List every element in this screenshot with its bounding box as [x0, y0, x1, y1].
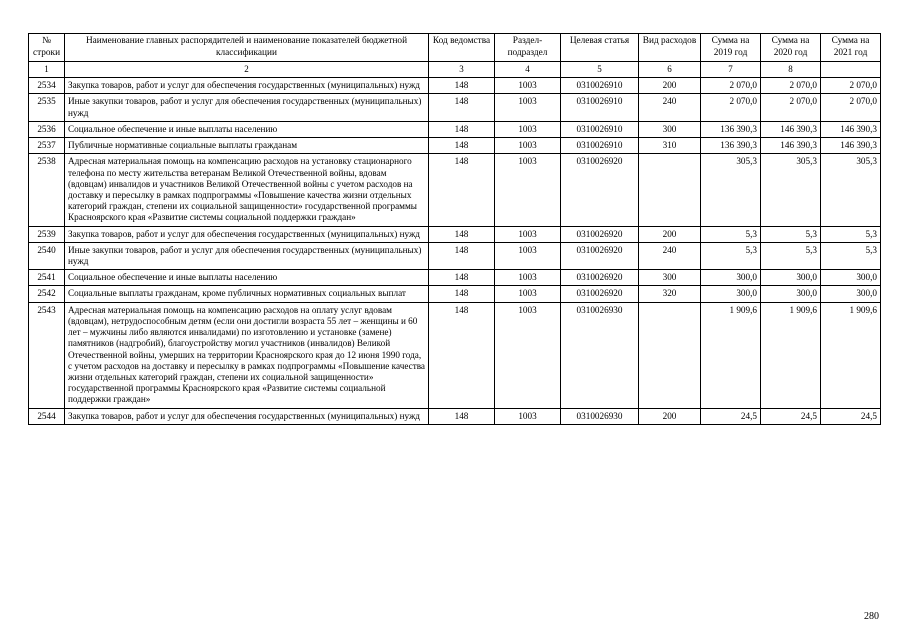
cell-sum-2019: 5,3: [701, 242, 761, 269]
cell-sum-2019: 2 070,0: [701, 78, 761, 94]
cell-vid: [639, 302, 701, 408]
cell-sum-2020: 5,3: [761, 242, 821, 269]
cell-vedomstvo: 148: [429, 408, 495, 424]
table-row: [29, 242, 881, 269]
cell-sum-2021: 146 390,3: [821, 121, 881, 137]
cell-sum-2019: 136 390,3: [701, 121, 761, 137]
table-row: [29, 121, 881, 137]
cell-name: Публичные нормативные социальные выплаты гражданам: [65, 138, 429, 154]
cell-sum-2020: 146 390,3: [761, 121, 821, 137]
cell-sum-2019: 5,3: [701, 226, 761, 242]
cell-vedomstvo: 148: [429, 94, 495, 121]
table-row: [29, 94, 881, 121]
cell-vedomstvo: 148: [429, 302, 495, 408]
page-number: 280: [864, 611, 879, 622]
header-vid-rashodov: Вид расходов: [639, 34, 701, 62]
header-celevaya-statya: Целевая статья: [561, 34, 639, 62]
cell-sum-2019: 305,3: [701, 154, 761, 226]
header-name: Наименование главных распорядителей и наименование показателей бюджетной классификации: [65, 34, 429, 62]
cell-vedomstvo: 148: [429, 286, 495, 302]
cell-name: Закупка товаров, работ и услуг для обеспечения государственных (муниципальных) нужд: [65, 408, 429, 424]
cell-vid: 240: [639, 242, 701, 269]
cell-vedomstvo: 148: [429, 78, 495, 94]
table-column-numbers-row: [29, 62, 881, 78]
cell-vid: 320: [639, 286, 701, 302]
header-vedomstvo-code: Код ведомства: [429, 34, 495, 62]
cell-row-number: 2534: [29, 78, 65, 94]
cell-statya: 0310026920: [561, 226, 639, 242]
cell-vedomstvo: 148: [429, 270, 495, 286]
cell-row-number: 2535: [29, 94, 65, 121]
cell-razdel: 1003: [495, 78, 561, 94]
cell-vid: 200: [639, 408, 701, 424]
cell-name: Социальное обеспечение и иные выплаты населению: [65, 270, 429, 286]
cell-statya: 0310026920: [561, 286, 639, 302]
cell-vid: 200: [639, 78, 701, 94]
cell-statya: 0310026920: [561, 154, 639, 226]
colnum-9: [821, 62, 881, 78]
cell-sum-2019: 2 070,0: [701, 94, 761, 121]
cell-vid: 300: [639, 121, 701, 137]
cell-statya: 0310026910: [561, 78, 639, 94]
table-row: [29, 154, 881, 226]
cell-row-number: 2540: [29, 242, 65, 269]
cell-razdel: 1003: [495, 408, 561, 424]
cell-sum-2021: 300,0: [821, 286, 881, 302]
cell-sum-2020: 146 390,3: [761, 138, 821, 154]
cell-sum-2021: 1 909,6: [821, 302, 881, 408]
cell-sum-2019: 136 390,3: [701, 138, 761, 154]
cell-razdel: 1003: [495, 154, 561, 226]
cell-name: Закупка товаров, работ и услуг для обеспечения государственных (муниципальных) нужд: [65, 226, 429, 242]
table-row: [29, 286, 881, 302]
cell-razdel: 1003: [495, 121, 561, 137]
cell-vid: 200: [639, 226, 701, 242]
cell-sum-2020: 300,0: [761, 270, 821, 286]
cell-sum-2021: 5,3: [821, 242, 881, 269]
cell-row-number: 2544: [29, 408, 65, 424]
colnum-5: 5: [561, 62, 639, 78]
cell-row-number: 2537: [29, 138, 65, 154]
cell-row-number: 2542: [29, 286, 65, 302]
cell-vid: 240: [639, 94, 701, 121]
cell-vedomstvo: 148: [429, 154, 495, 226]
cell-razdel: 1003: [495, 242, 561, 269]
cell-sum-2021: 146 390,3: [821, 138, 881, 154]
table-row: [29, 78, 881, 94]
cell-vid: 300: [639, 270, 701, 286]
cell-sum-2019: 300,0: [701, 286, 761, 302]
cell-statya: 0310026910: [561, 94, 639, 121]
cell-sum-2021: 305,3: [821, 154, 881, 226]
cell-statya: 0310026910: [561, 121, 639, 137]
cell-row-number: 2538: [29, 154, 65, 226]
table-row: [29, 226, 881, 242]
table-header-row: [29, 34, 881, 62]
cell-name: Иные закупки товаров, работ и услуг для обеспечения государственных (муниципальных) нужд: [65, 242, 429, 269]
colnum-2: 2: [65, 62, 429, 78]
cell-statya: 0310026930: [561, 408, 639, 424]
cell-name: Закупка товаров, работ и услуг для обеспечения государственных (муниципальных) нужд: [65, 78, 429, 94]
cell-razdel: 1003: [495, 286, 561, 302]
cell-sum-2020: 305,3: [761, 154, 821, 226]
cell-razdel: 1003: [495, 270, 561, 286]
cell-row-number: 2541: [29, 270, 65, 286]
cell-statya: 0310026910: [561, 138, 639, 154]
cell-razdel: 1003: [495, 226, 561, 242]
table-row: [29, 138, 881, 154]
header-razdel-podrazdel: Раздел-подраздел: [495, 34, 561, 62]
cell-vedomstvo: 148: [429, 226, 495, 242]
cell-sum-2019: 300,0: [701, 270, 761, 286]
cell-vid: [639, 154, 701, 226]
budget-table-container: [28, 33, 880, 425]
cell-name: Социальные выплаты гражданам, кроме публичных нормативных социальных выплат: [65, 286, 429, 302]
cell-vid: 310: [639, 138, 701, 154]
table-row: [29, 302, 881, 408]
colnum-1: 1: [29, 62, 65, 78]
colnum-6: 6: [639, 62, 701, 78]
header-sum-2019: Сумма на 2019 год: [701, 34, 761, 62]
cell-name: Иные закупки товаров, работ и услуг для обеспечения государственных (муниципальных) нужд: [65, 94, 429, 121]
cell-row-number: 2539: [29, 226, 65, 242]
cell-name: Социальное обеспечение и иные выплаты населению: [65, 121, 429, 137]
cell-row-number: 2543: [29, 302, 65, 408]
cell-sum-2020: 2 070,0: [761, 78, 821, 94]
cell-sum-2021: 2 070,0: [821, 94, 881, 121]
cell-row-number: 2536: [29, 121, 65, 137]
cell-razdel: 1003: [495, 94, 561, 121]
cell-name: Адресная материальная помощь на компенсацию расходов на установку стационарного телефона по месту жительства ветеранам Великой Отечественной войны, вдовам (вдовцам) инвалидов и участников Великой Отечественной войны с учетом расходов на доставку и пересылку в рамках подпрограммы «Повышение качества жизни отдельных категорий граждан, степени их социальной защищенности» государственной программы Красноярского края «Развитие системы социальной поддержки граждан»: [65, 154, 429, 226]
cell-sum-2020: 24,5: [761, 408, 821, 424]
table-row: [29, 408, 881, 424]
cell-sum-2020: 5,3: [761, 226, 821, 242]
cell-vedomstvo: 148: [429, 138, 495, 154]
cell-vedomstvo: 148: [429, 121, 495, 137]
cell-sum-2020: 2 070,0: [761, 94, 821, 121]
cell-sum-2021: 2 070,0: [821, 78, 881, 94]
cell-sum-2021: 5,3: [821, 226, 881, 242]
header-row-number: № строки: [29, 34, 65, 62]
header-sum-2020: Сумма на 2020 год: [761, 34, 821, 62]
cell-sum-2020: 1 909,6: [761, 302, 821, 408]
colnum-8: 8: [761, 62, 821, 78]
budget-table: [28, 33, 881, 425]
cell-sum-2019: 24,5: [701, 408, 761, 424]
cell-razdel: 1003: [495, 302, 561, 408]
colnum-7: 7: [701, 62, 761, 78]
cell-statya: 0310026920: [561, 242, 639, 269]
colnum-3: 3: [429, 62, 495, 78]
cell-sum-2021: 300,0: [821, 270, 881, 286]
cell-sum-2021: 24,5: [821, 408, 881, 424]
cell-name: Адресная материальная помощь на компенсацию расходов на оплату услуг вдовам (вдовцам), нетрудоспособным детям (если они достигли возраста 55 лет – женщины и 60 лет – мужчины либо являются инвалидами) по изготовлению и установке (замене) памятников (надгробий), благоустройству могил участников (инвалидов) Великой Отечественной войны, умерших на территории Красноярского края до 12 июня 1990 года, с учетом расходов на доставку и пересылку в рамках подпрограммы «Повышение качества жизни отдельных категорий граждан, степени их социальной защищенности» государственной программы Красноярского края «Развитие системы социальной поддержки граждан»: [65, 302, 429, 408]
cell-statya: 0310026930: [561, 302, 639, 408]
cell-sum-2019: 1 909,6: [701, 302, 761, 408]
cell-razdel: 1003: [495, 138, 561, 154]
cell-statya: 0310026920: [561, 270, 639, 286]
header-sum-2021: Сумма на 2021 год: [821, 34, 881, 62]
cell-vedomstvo: 148: [429, 242, 495, 269]
table-row: [29, 270, 881, 286]
table-body: [29, 34, 881, 425]
colnum-4: 4: [495, 62, 561, 78]
cell-sum-2020: 300,0: [761, 286, 821, 302]
